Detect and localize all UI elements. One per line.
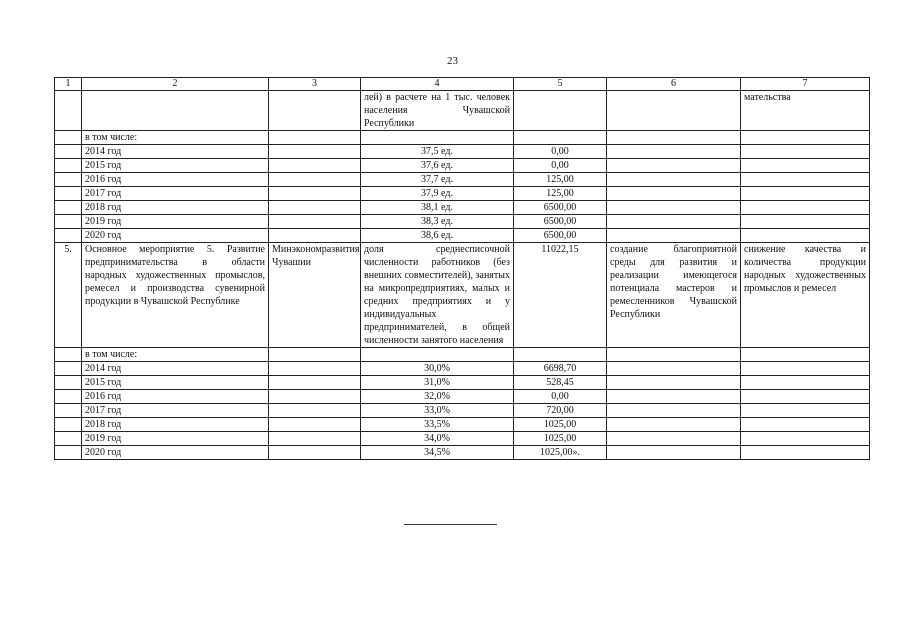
cell-empty <box>269 201 361 215</box>
year-label: 2019 год <box>82 432 269 446</box>
cell-empty <box>514 348 607 362</box>
indicator-cell: лей) в расчете на 1 тыс. человек населения Чувашской Республики <box>361 91 514 131</box>
cell-empty <box>269 131 361 145</box>
cell-empty <box>741 418 870 432</box>
cell-empty <box>55 201 82 215</box>
item-number: 5. <box>55 243 82 348</box>
year-value: 33,0% <box>361 404 514 418</box>
col-num-4: 4 <box>361 78 514 91</box>
year-amount: 0,00 <box>514 390 607 404</box>
year-value: 34,5% <box>361 446 514 460</box>
year-value: 38,6 ед. <box>361 229 514 243</box>
cell-empty <box>741 432 870 446</box>
cell-empty <box>82 91 269 131</box>
year-amount: 6500,00 <box>514 229 607 243</box>
cell-empty <box>269 348 361 362</box>
year-label: 2018 год <box>82 201 269 215</box>
col-num-5: 5 <box>514 78 607 91</box>
cell-empty <box>269 173 361 187</box>
col-num-7: 7 <box>741 78 870 91</box>
effect-cell: мательства <box>741 91 870 131</box>
year-label: 2016 год <box>82 173 269 187</box>
year-row <box>55 215 870 229</box>
year-row <box>55 432 870 446</box>
item-effect: снижение качества и количества продукции народных художественных промыслов и ремесел <box>741 243 870 348</box>
cell-empty <box>607 418 741 432</box>
column-numbers-row <box>55 78 870 91</box>
cell-empty <box>607 362 741 376</box>
year-amount: 1025,00 <box>514 432 607 446</box>
item-executor: Минэкономразвития Чувашии <box>269 243 361 348</box>
year-value: 32,0% <box>361 390 514 404</box>
cell-empty <box>269 91 361 131</box>
year-amount: 1025,00 <box>514 418 607 432</box>
year-row <box>55 229 870 243</box>
item-result: создание благоприятной среды для развития и реализации имеющегося потенциала мастеров и ремесленников Чувашской Республики <box>607 243 741 348</box>
year-row <box>55 418 870 432</box>
year-row <box>55 362 870 376</box>
cell-empty <box>361 131 514 145</box>
footer-separator-line <box>404 524 497 525</box>
cell-empty <box>607 187 741 201</box>
year-label: 2017 год <box>82 187 269 201</box>
cell-empty <box>607 145 741 159</box>
year-value: 34,0% <box>361 432 514 446</box>
year-row <box>55 159 870 173</box>
cell-empty <box>741 131 870 145</box>
cell-empty <box>55 187 82 201</box>
year-label: 2019 год <box>82 215 269 229</box>
year-row <box>55 145 870 159</box>
cell-empty <box>607 201 741 215</box>
year-row <box>55 404 870 418</box>
cell-empty <box>514 91 607 131</box>
cell-empty <box>741 446 870 460</box>
col-num-2: 2 <box>82 78 269 91</box>
year-value: 30,0% <box>361 362 514 376</box>
year-label: 2017 год <box>82 404 269 418</box>
cell-empty <box>55 432 82 446</box>
year-label: 2015 год <box>82 159 269 173</box>
cell-empty <box>55 418 82 432</box>
item-amount: 11022,15 <box>514 243 607 348</box>
cell-empty <box>55 390 82 404</box>
year-amount: 6500,00 <box>514 201 607 215</box>
cell-empty <box>55 229 82 243</box>
year-amount: 6500,00 <box>514 215 607 229</box>
year-label: 2018 год <box>82 418 269 432</box>
cell-empty <box>55 91 82 131</box>
year-label: 2014 год <box>82 362 269 376</box>
year-row <box>55 446 870 460</box>
year-amount: 125,00 <box>514 187 607 201</box>
including-row <box>55 348 870 362</box>
cell-empty <box>741 390 870 404</box>
cell-empty <box>607 432 741 446</box>
year-amount: 0,00 <box>514 145 607 159</box>
cell-empty <box>741 145 870 159</box>
cell-empty <box>269 215 361 229</box>
year-value: 37,9 ед. <box>361 187 514 201</box>
year-row <box>55 187 870 201</box>
cell-empty <box>741 173 870 187</box>
item-name: Основное мероприятие 5. Развитие предпринимательства в области народных художественных промыслов, ремесел и производства сувенирной продукции в Чувашской Республике <box>82 243 269 348</box>
item-row <box>55 243 870 348</box>
cell-empty <box>269 145 361 159</box>
year-label: 2016 год <box>82 390 269 404</box>
year-label: 2020 год <box>82 446 269 460</box>
year-amount: 125,00 <box>514 173 607 187</box>
cell-empty <box>55 145 82 159</box>
cell-empty <box>269 229 361 243</box>
cell-empty <box>741 362 870 376</box>
item-indicator: доля среднесписочной численности работников (без внешних совместителей), занятых на микропредприятиях, малых и средних предприятиях и у индивидуальных предпринимателей, в общей численности занятого населения <box>361 243 514 348</box>
cell-empty <box>607 446 741 460</box>
cell-empty <box>361 348 514 362</box>
cell-empty <box>55 446 82 460</box>
year-label: 2020 год <box>82 229 269 243</box>
cell-empty <box>607 404 741 418</box>
cell-empty <box>514 131 607 145</box>
program-table <box>54 77 870 460</box>
cell-empty <box>607 215 741 229</box>
year-value: 38,1 ед. <box>361 201 514 215</box>
cell-empty <box>55 215 82 229</box>
cell-empty <box>607 131 741 145</box>
year-label: 2015 год <box>82 376 269 390</box>
year-amount: 1025,00». <box>514 446 607 460</box>
year-row <box>55 390 870 404</box>
year-value: 33,5% <box>361 418 514 432</box>
cell-empty <box>607 173 741 187</box>
cell-empty <box>269 446 361 460</box>
cell-empty <box>269 187 361 201</box>
cell-empty <box>269 376 361 390</box>
year-value: 38,3 ед. <box>361 215 514 229</box>
cell-empty <box>741 376 870 390</box>
cell-empty <box>741 159 870 173</box>
cell-empty <box>607 390 741 404</box>
year-value: 37,7 ед. <box>361 173 514 187</box>
year-value: 37,6 ед. <box>361 159 514 173</box>
year-row <box>55 173 870 187</box>
col-num-3: 3 <box>269 78 361 91</box>
cell-empty <box>269 404 361 418</box>
cell-empty <box>55 173 82 187</box>
cell-empty <box>269 390 361 404</box>
including-row <box>55 131 870 145</box>
cell-empty <box>607 159 741 173</box>
page-number: 23 <box>447 55 458 67</box>
year-value: 37,5 ед. <box>361 145 514 159</box>
year-value: 31,0% <box>361 376 514 390</box>
year-amount: 6698,70 <box>514 362 607 376</box>
cell-empty <box>55 362 82 376</box>
continuation-row <box>55 91 870 131</box>
including-label: в том числе: <box>82 348 269 362</box>
year-row <box>55 376 870 390</box>
cell-empty <box>55 131 82 145</box>
cell-empty <box>269 418 361 432</box>
year-amount: 528,45 <box>514 376 607 390</box>
year-row <box>55 201 870 215</box>
cell-empty <box>741 348 870 362</box>
cell-empty <box>741 229 870 243</box>
cell-empty <box>269 159 361 173</box>
cell-empty <box>269 432 361 446</box>
col-num-1: 1 <box>55 78 82 91</box>
cell-empty <box>55 348 82 362</box>
including-label: в том числе: <box>82 131 269 145</box>
cell-empty <box>55 404 82 418</box>
cell-empty <box>741 187 870 201</box>
cell-empty <box>269 362 361 376</box>
year-amount: 720,00 <box>514 404 607 418</box>
year-label: 2014 год <box>82 145 269 159</box>
cell-empty <box>607 348 741 362</box>
cell-empty <box>55 376 82 390</box>
cell-empty <box>741 215 870 229</box>
cell-empty <box>55 159 82 173</box>
col-num-6: 6 <box>607 78 741 91</box>
cell-empty <box>607 91 741 131</box>
year-amount: 0,00 <box>514 159 607 173</box>
cell-empty <box>741 404 870 418</box>
cell-empty <box>607 376 741 390</box>
cell-empty <box>741 201 870 215</box>
cell-empty <box>607 229 741 243</box>
